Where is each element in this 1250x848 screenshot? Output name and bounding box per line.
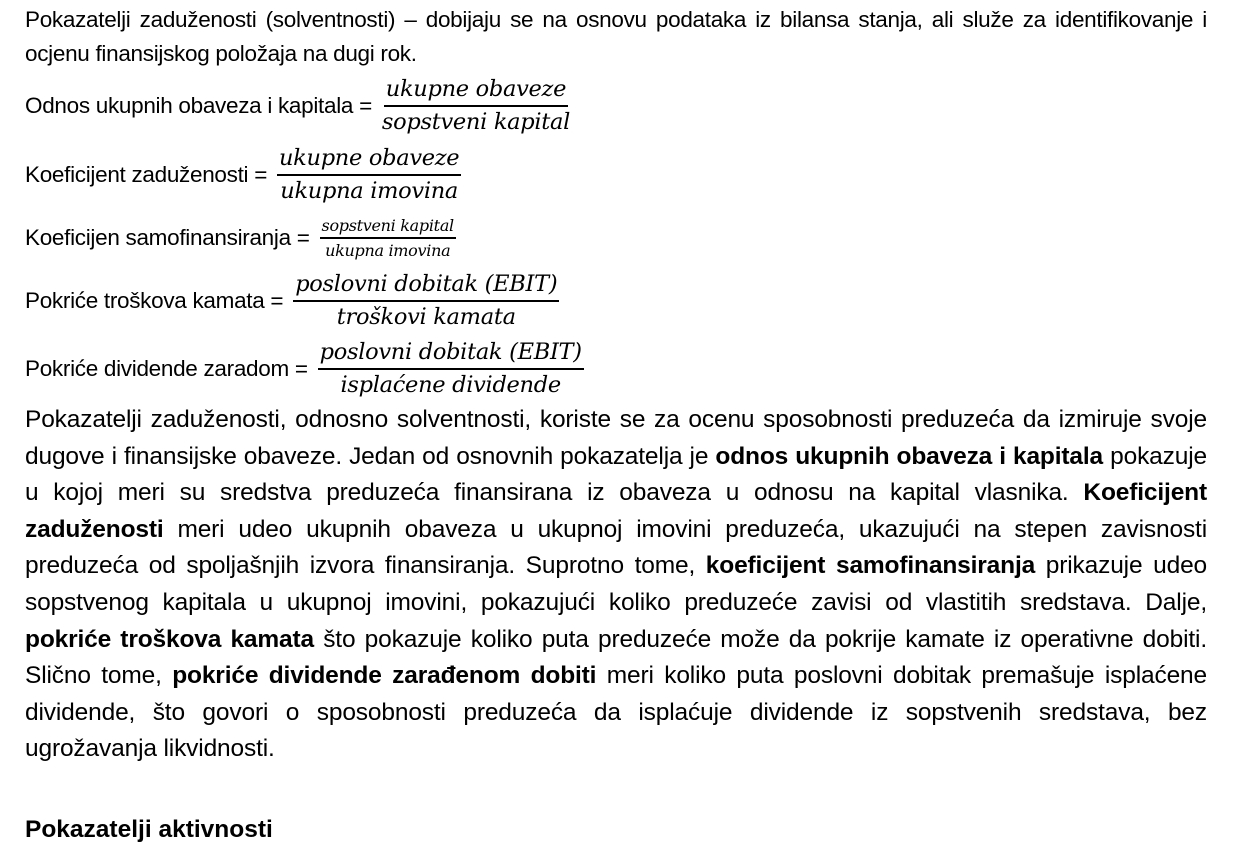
formula-self-financing	[25, 210, 1207, 266]
fraction	[277, 145, 461, 205]
intro-paragraph: Pokazatelji zaduženosti (solventnosti) – dobijaju se na osnovu podataka iz bilansa stanja, ali služe za identifikovanje i ocjenu finansijskog položaja na dugi rok.	[25, 7, 1207, 66]
formula-label: Pokriće troškova kamata =	[25, 288, 290, 313]
explanation-paragraph	[25, 402, 1207, 768]
numerator: ukupne obaveze	[277, 145, 461, 176]
denominator: isplaćene dividende	[340, 372, 561, 398]
next-section-heading: Pokazatelji aktivnosti	[25, 816, 273, 843]
fraction	[293, 271, 559, 331]
bold-term: koeficijent samofinansiranja	[705, 552, 1036, 580]
fraction	[382, 76, 570, 136]
formula-debt-ratio	[25, 140, 1207, 210]
text-run: pokazuje u kojoj meri su sredstva preduzeća finansirana iz obaveza u odnosu na kapital vlasnika.	[25, 442, 1207, 507]
formula-label: Koeficijen samofinansiranja =	[25, 225, 316, 250]
numerator: poslovni dobitak (EBIT)	[293, 271, 559, 302]
text-run: Pokazatelji zaduženosti, odnosno solventnosti, koriste se za ocenu sposobnosti preduzeća da izmiruje svoje dugove i finansijske obaveze. Jedan od osnovnih pokazatelja je	[25, 406, 1207, 470]
formula-label: Pokriće dividende zaradom =	[25, 356, 314, 381]
denominator: ukupna imovina	[280, 178, 459, 204]
denominator: sopstveni kapital	[381, 108, 571, 135]
bold-term: Koeficijent zaduženosti	[25, 479, 1207, 543]
document-page	[25, 0, 1207, 768]
bold-term: odnos ukupnih obaveza i kapitala	[715, 442, 1104, 470]
formula-interest-coverage	[25, 266, 1207, 336]
formula-label: Koeficijent zaduženosti =	[25, 162, 273, 187]
formula-label: Odnos ukupnih obaveza i kapitala =	[25, 92, 378, 118]
numerator: poslovni dobitak (EBIT)	[318, 339, 584, 370]
numerator: ukupne obaveze	[384, 76, 568, 107]
text-run: što pokazuje koliko puta preduzeće može da pokrije kamate iz operativne dobiti. Slično tome,	[25, 625, 1207, 690]
text-run: meri udeo ukupnih obaveza u ukupnoj imovini preduzeća, ukazujući na stepen zavisnosti preduzeća od spoljašnjih izvora finansiranja. Suprotno tome,	[25, 515, 1207, 580]
formula-debt-to-equity	[25, 71, 1207, 140]
text-run: meri koliko puta poslovni dobitak premašuje isplaćene dividende, što govori o sposobnosti preduzeća da isplaćuje dividende iz sopstvenih sredstava, bez ugrožavanja likvidnosti.	[25, 662, 1207, 763]
denominator: troškovi kamata	[336, 304, 516, 330]
fraction	[318, 339, 584, 399]
bold-term: pokriće dividende zarađenom dobiti	[172, 662, 597, 690]
numerator: sopstveni kapital	[320, 216, 456, 239]
text-run: prikazuje udeo sopstvenog kapitala u ukupnoj imovini, pokazujući koliko preduzeće zavisi od vlastitih sredstava. Dalje,	[25, 552, 1208, 616]
bold-term: pokriće troškova kamata	[25, 625, 314, 653]
denominator: ukupna imovina	[325, 241, 451, 260]
formula-dividend-coverage	[25, 336, 1207, 402]
fraction	[320, 216, 456, 260]
